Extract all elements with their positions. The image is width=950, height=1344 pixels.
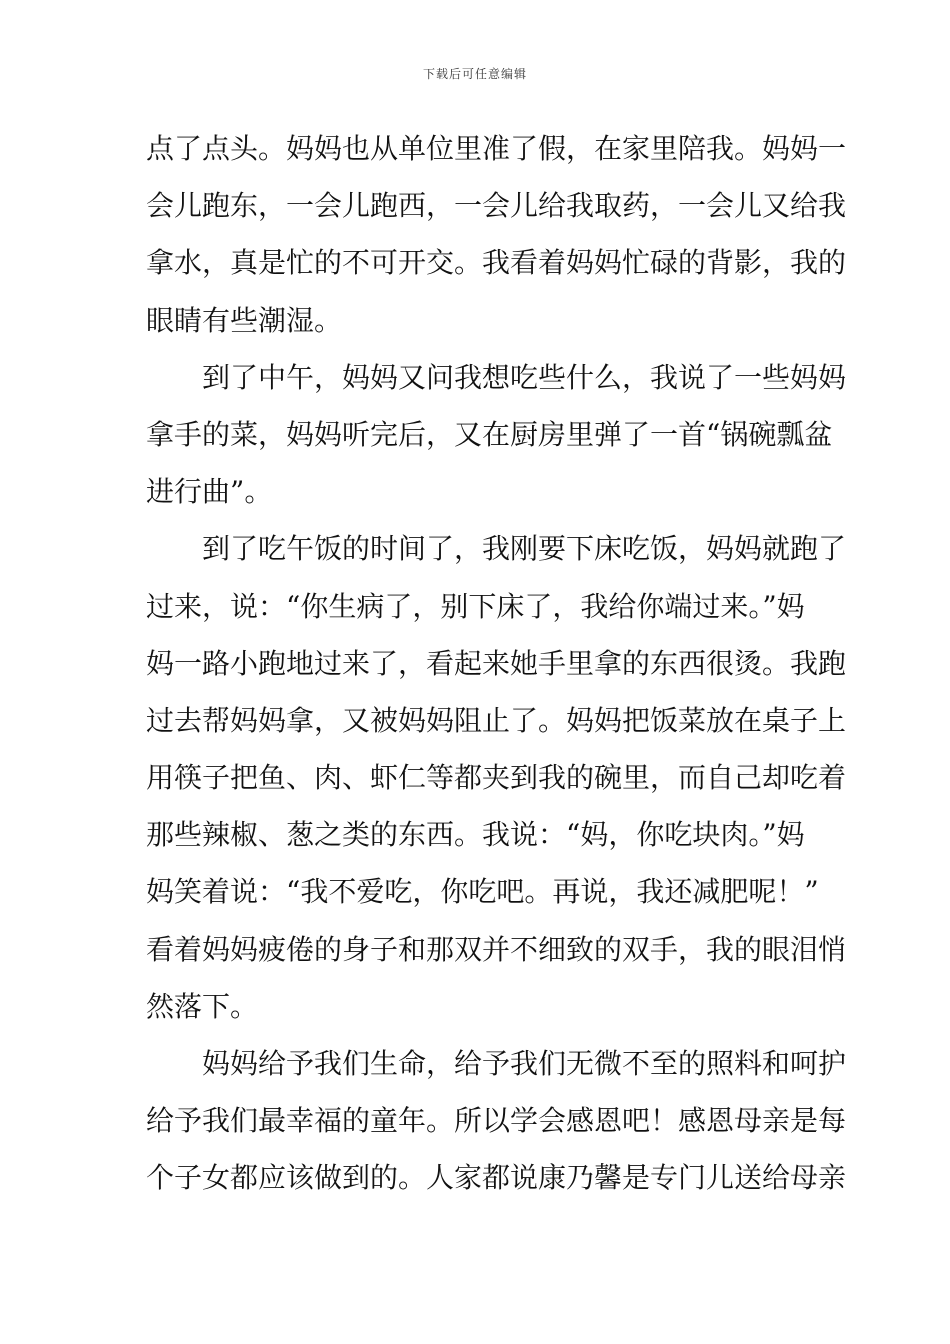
page-header: 下载后可任意编辑 (422, 67, 527, 81)
text-line: 拿水，真是忙的不可开交。我看着妈妈忙碌的背影，我的 (146, 246, 847, 280)
text-line: 过来，说：“你生病了，别下床了，我给你端过来。”妈 (146, 589, 805, 623)
text-line: 过去帮妈妈拿，又被妈妈阻止了。妈妈把饭菜放在桌子上 (146, 703, 847, 737)
text-line: 妈妈给予我们生命，给予我们无微不至的照料和呵护 (146, 1047, 847, 1080)
text-line: 给予我们最幸福的童年。所以学会感恩吧！感恩母亲是每 (146, 1104, 847, 1138)
text-line: 看着妈妈疲倦的身子和那双并不细致的双手，我的眼泪悄 (146, 932, 847, 966)
text-line: 然落下。 (146, 989, 259, 1023)
text-line: 眼睛有些潮湿。 (146, 303, 343, 337)
text-line: 妈一路小跑地过来了，看起来她手里拿的东西很烫。我跑 (146, 646, 847, 680)
text-line: 会儿跑东，一会儿跑西，一会儿给我取药，一会儿又给我 (146, 189, 847, 223)
text-line: 妈笑着说：“我不爱吃，你吃吧。再说，我还减肥呢！” (146, 875, 819, 909)
document-body (146, 120, 847, 1207)
text-line: 用筷子把鱼、肉、虾仁等都夹到我的碗里，而自己却吃着 (146, 761, 847, 795)
text-line: 进行曲”。 (146, 475, 273, 509)
text-line: 点了点头。妈妈也从单位里准了假，在家里陪我。妈妈一 (146, 132, 847, 165)
text-line: 个子女都应该做到的。人家都说康乃馨是专门儿送给母亲 (146, 1161, 847, 1195)
text-line: 拿手的菜，妈妈听完后，又在厨房里弹了一首“锅碗瓢盆 (146, 417, 833, 451)
text-line: 到了吃午饭的时间了，我刚要下床吃饭，妈妈就跑了 (146, 532, 847, 566)
text-line: 到了中午，妈妈又问我想吃些什么，我说了一些妈妈 (146, 360, 847, 394)
text-line: 那些辣椒、葱之类的东西。我说：“妈，你吃块肉。”妈 (146, 818, 805, 852)
